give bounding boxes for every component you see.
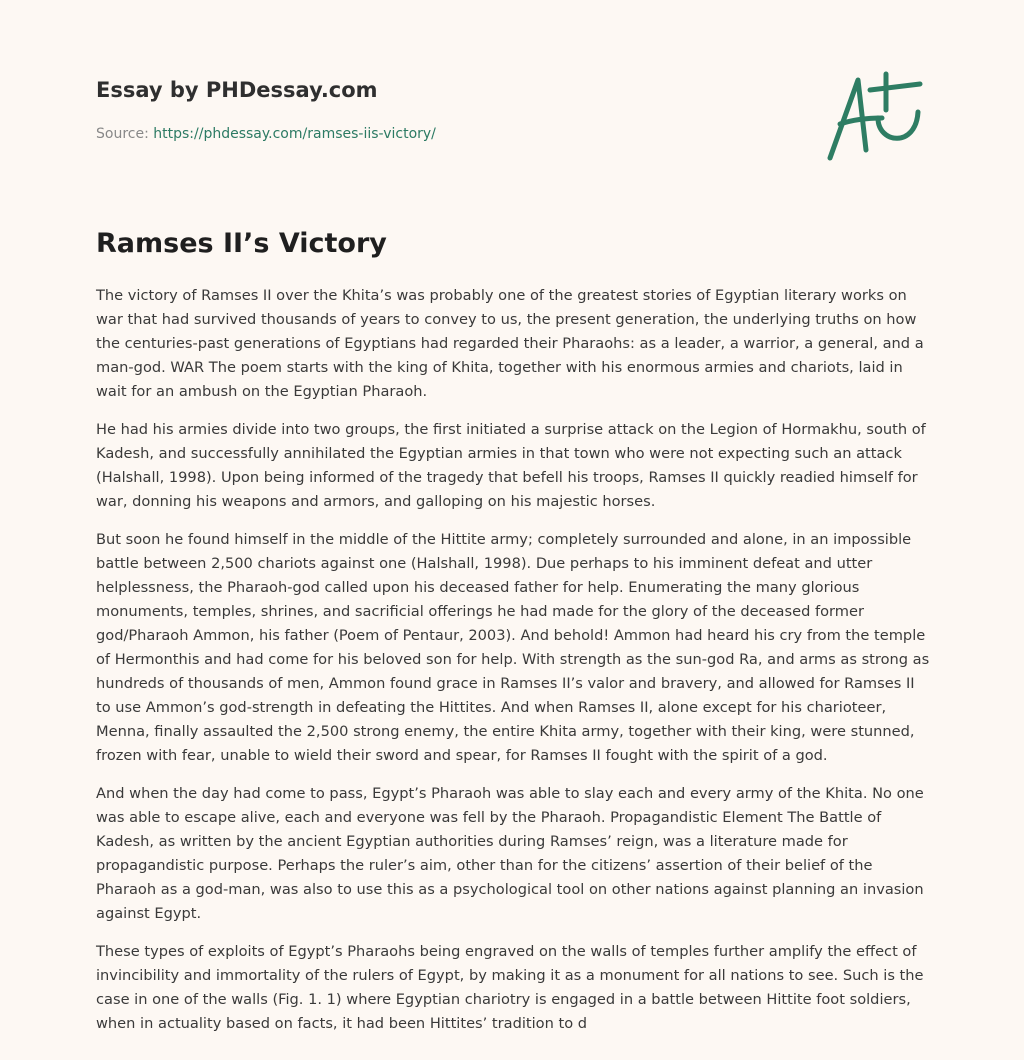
essay-paragraph: But soon he found himself in the middle of the Hittite army; completely surrounded and alone, in an impossible battle between 2,500 chariots against one (Halshall, 1998). Due perhaps to his imminent defeat and utter helplessness, the Pharaoh-god called upon his deceased father for help. Enumerating the many glorious monuments, temples, shrines, and sacrificial offerings he had made for the glory of the deceased former god/Pharaoh Ammon, his father (Poem of Pentaur, 2003). And behold! Ammon had heard his cry from the temple of Hermonthis and had come for his beloved son for help. With strength as the sun-god Ra, and arms as strong as hundreds of thousands of men, Ammon found grace in Ramses II’s valor and bravery, and allowed for Ramses II to use Ammon’s god-strength in defeating the Hittites. And when Ramses II, alone except for his charioteer, Menna, finally assaulted the 2,500 strong enemy, the entire Khita army, together with their king, were stunned, frozen with fear, unable to wield their sword and spear, for Ramses II fought with the spirit of a god. — [96, 531, 930, 764]
essay-header — [96, 76, 696, 144]
essay-body — [96, 284, 932, 1050]
a-plus-logo-icon — [820, 66, 930, 166]
essay-paragraph: These types of exploits of Egypt’s Pharaohs being engraved on the walls of temples further amplify the effect of invincibility and immortality of the rulers of Egypt, by making it as a monument for all nations to see. Such is the case in one of the walls (Fig. 1. 1) where Egyptian chariotry is engaged in a battle between Hittite foot soldiers, when in actuality based on facts, it had been Hittites’ tradition to d — [96, 943, 924, 1032]
essay-paragraph: The victory of Ramses II over the Khita’s was probably one of the greatest stories of Egyptian literary works on war that had survived thousands of years to convey to us, the present generation, the underlying truths on how the centuries-past generations of Egyptians had regarded their Pharaohs: as a leader, a warrior, a general, and a man-god. WAR The poem starts with the king of Khita, together with his enormous armies and chariots, laid in wait for an ambush on the Egyptian Pharaoh. — [96, 287, 924, 400]
essay-title: Ramses II’s Victory — [96, 228, 387, 259]
site-brand: Essay by PHDessay.com — [96, 78, 378, 102]
source-label: Source: — [96, 126, 154, 142]
source-line — [96, 124, 696, 144]
essay-paragraph: He had his armies divide into two groups, the first initiated a surprise attack on the Legion of Hormakhu, south of Kadesh, and successfully annihilated the Egyptian armies in that town who were not expecting such an attack (Halshall, 1998). Upon being informed of the tragedy that befell his troops, Ramses II quickly readied himself for war, donning his weapons and armors, and galloping on his majestic horses. — [96, 421, 926, 510]
essay-paragraph: And when the day had come to pass, Egypt’s Pharaoh was able to slay each and every army of the Khita. No one was able to escape alive, each and everyone was fell by the Pharaoh. Propagandistic Element The Battle of Kadesh, as written by the ancient Egyptian authorities during Ramses’ reign, was a literature made for propagandistic purpose. Perhaps the ruler’s aim, other than for the citizens’ assertion of their belief of the Pharaoh as a god-man, was also to use this as a psychological tool on other nations against planning an invasion against Egypt. — [96, 785, 924, 922]
source-link[interactable]: https://phdessay.com/ramses-iis-victory/ — [153, 126, 436, 142]
